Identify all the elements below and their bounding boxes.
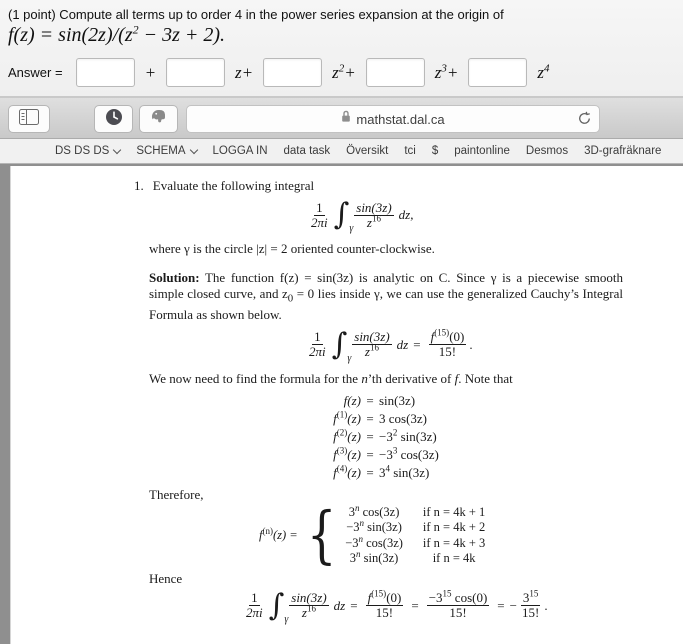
num-pre: 3 [522, 590, 530, 606]
expr-pre: 3 [348, 504, 355, 519]
display-equation-integral [306, 198, 683, 232]
equals-sign: = [366, 392, 374, 408]
derivative-lhs [261, 393, 361, 408]
nth-mid: ’th derivative of [367, 370, 455, 386]
item-number: 1. [134, 178, 144, 193]
lhs-post: (z) [347, 410, 361, 426]
lhs-post: (z) [347, 464, 361, 480]
formula-exponent: 2 [132, 22, 139, 37]
integral-subscript: γ [349, 223, 354, 234]
solution-subscript: 0 [287, 292, 294, 305]
nth-end: . Note that [458, 370, 513, 386]
fraction-numerator [366, 588, 404, 606]
fraction-sin3z-over-z16 [352, 330, 391, 359]
integral-glyph: ∫ [268, 587, 285, 623]
piecewise-cases [345, 502, 486, 566]
fraction-sin3z-over-z16 [354, 201, 393, 230]
fraction-numerator: 1 [316, 199, 323, 215]
bookmark-dollar[interactable] [432, 145, 438, 157]
answer-label: Answer = [8, 65, 63, 80]
case-condition: if n = 4k + 3 [422, 535, 486, 550]
bookmark-label: Desmos [525, 145, 569, 157]
case-expr [345, 533, 403, 551]
fraction-numerator: sin(3z) [291, 590, 327, 606]
num-sup: 15 [442, 588, 452, 599]
bookmark-folder-ds-ds-ds[interactable] [55, 145, 120, 157]
num-post: (0) [449, 329, 465, 345]
answer-input-z3[interactable] [366, 58, 425, 87]
fraction-3-15-over-15fact [520, 588, 541, 621]
expr-post: sin(3z) [364, 520, 402, 535]
bookmark-label: data task [283, 145, 331, 157]
fraction-denominator: 2πi [246, 605, 263, 621]
clock-icon [105, 108, 123, 131]
num-sup: (15) [434, 327, 450, 338]
piecewise-formula [259, 498, 683, 572]
fraction-1-over-2pii [244, 591, 265, 620]
equals-sign: = [366, 428, 374, 444]
rhs-post: cos(3z) [397, 446, 439, 462]
bookmark-logga-in[interactable] [213, 145, 268, 157]
bookmark-label: LOGGA IN [212, 145, 268, 157]
answer-row [8, 58, 554, 87]
case-expr [349, 548, 399, 566]
chevron-down-icon [113, 145, 121, 153]
fraction-denominator: 15! [438, 344, 457, 360]
bookmark-folder-schema[interactable] [136, 145, 196, 157]
integral-glyph: ∫ [333, 197, 350, 232]
fraction-denominator: 15! [375, 605, 394, 621]
fraction-denominator [300, 603, 318, 621]
bookmark-oversikt[interactable] [346, 145, 388, 157]
rhs-pre: −3 [379, 446, 393, 462]
num-sup: 15 [529, 588, 539, 599]
fraction-denominator [365, 213, 383, 230]
bookmark-tci[interactable] [404, 145, 416, 157]
elephant-icon [150, 108, 168, 131]
bookmark-data-task[interactable] [284, 145, 331, 157]
equals-sign: = [411, 597, 419, 613]
num-pre: f [367, 590, 372, 606]
fraction-denominator: 2πi [309, 344, 326, 360]
lhs-pre: f [343, 392, 348, 408]
case-expr [346, 517, 402, 535]
url-text: mathstat.dal.ca [356, 111, 445, 127]
term-sup: 4 [544, 61, 550, 74]
bookmark-3d-grafraknare[interactable] [584, 145, 661, 157]
sidebar-icon [19, 109, 39, 130]
fraction-numerator: sin(3z) [354, 329, 390, 345]
rhs-post: sin(3z) [390, 464, 430, 480]
expr-pre: −3 [346, 520, 360, 535]
nth-f: f [454, 370, 459, 386]
bookmark-label: DS DS DS [55, 145, 110, 157]
expr-pre: −3 [345, 535, 359, 550]
period: . [544, 597, 548, 613]
den-exponent: 16 [371, 213, 381, 224]
expr-post: sin(3z) [360, 551, 399, 566]
browser-content-area [0, 164, 683, 644]
nth-pre: We now need to find the formula for the [149, 370, 362, 386]
rhs-post: sin(3z) [397, 428, 437, 444]
nth-derivative-line [149, 371, 683, 387]
fraction-f15-over-15fact [366, 588, 404, 621]
term-pre: z [235, 62, 242, 82]
chevron-down-icon [189, 145, 197, 153]
derivative-lhs [261, 447, 361, 462]
lhs-sup: (3) [336, 445, 348, 456]
bookmark-label: $ [431, 145, 439, 157]
lhs-sup: (n) [262, 525, 273, 536]
integral-sign [268, 587, 289, 625]
integral-subscript: γ [284, 613, 289, 625]
den-exponent: 16 [369, 342, 379, 353]
term-pre: z [434, 62, 442, 82]
fraction-denominator: 2πi [311, 214, 328, 230]
rhs-pre: −3 [379, 428, 393, 444]
sidebar-toggle-button[interactable] [8, 105, 50, 133]
equals-sign: = [366, 446, 374, 462]
solution-paragraph [149, 270, 623, 323]
answer-input-z1[interactable] [166, 58, 225, 87]
num-post: cos(0) [451, 590, 488, 606]
lhs-pre: f [333, 464, 337, 480]
pdf-page [10, 166, 683, 644]
display-equation-final [241, 589, 683, 623]
term-pre: z [332, 62, 339, 82]
den-base: z [366, 214, 372, 230]
fraction-f15-over-15fact [429, 327, 467, 360]
num-sup: (15) [371, 588, 387, 599]
solution-label: Solution: [149, 270, 200, 285]
case-expr [348, 502, 400, 520]
fraction-denominator: 15! [449, 605, 467, 621]
integral-subscript: γ [347, 352, 352, 364]
rhs-sup: 2 [392, 427, 398, 438]
lhs-pre: f [259, 527, 263, 542]
answer-input-z4[interactable] [468, 58, 527, 87]
fraction-neg3-15-cos0-over-15fact [427, 588, 490, 621]
bookmark-label: Översikt [346, 145, 389, 157]
bookmark-paintonline[interactable] [454, 145, 510, 157]
expr-sup: n [356, 548, 361, 559]
expr-post: cos(3z) [363, 535, 403, 550]
lhs-sup: (4) [336, 463, 348, 474]
fraction-1-over-2pii [307, 330, 328, 359]
solution-text-2: = 0 lies inside γ, we can use the generalized Cauchy’s Integral Formula as shown below. [149, 286, 623, 322]
answer-input-z2[interactable] [263, 58, 322, 87]
bookmark-label: tci [404, 145, 416, 157]
derivative-lhs [261, 429, 361, 444]
equals-sign: = [366, 464, 374, 480]
answer-term-1 [235, 63, 253, 83]
period: . [469, 336, 473, 352]
lhs-post: (z) = [272, 527, 298, 542]
display-equation-cauchy [304, 328, 683, 362]
integral-glyph: ∫ [331, 326, 348, 362]
hence-line: Hence [149, 570, 183, 586]
fraction-sin3z-over-z16 [289, 591, 328, 620]
history-clock-button[interactable] [94, 105, 133, 133]
equation-tail: dz, [398, 207, 414, 222]
den-base: z [301, 605, 307, 621]
term-post: + [344, 62, 356, 82]
lhs-post: (z) [347, 446, 361, 462]
lhs-post: (z) [347, 392, 361, 408]
num-pre: f [430, 329, 435, 345]
lhs-pre: f [333, 410, 337, 426]
bookmarks-bar [0, 139, 683, 164]
derivative-rhs [379, 429, 683, 444]
integral-sign [331, 326, 352, 364]
equals-sign: = [350, 597, 358, 613]
lock-icon [341, 110, 351, 128]
answer-term-3 [435, 63, 459, 83]
fraction-numerator: sin(3z) [356, 199, 392, 215]
refresh-button[interactable] [577, 111, 592, 131]
formula-post: − 3z + 2). [138, 24, 226, 46]
fraction-1-over-2pii [309, 201, 330, 230]
dz: dz [333, 597, 346, 613]
term-post: + [241, 62, 254, 82]
expr-sup: n [354, 502, 360, 513]
den-base: z [364, 344, 370, 360]
dz: dz [396, 336, 409, 352]
solution-text-1: The function f(z) = sin(3z) is analytic on C. Since γ is a piecewise smooth simple closed curve, and z [149, 270, 623, 301]
left-brace: { [306, 498, 337, 572]
lhs-pre: f [333, 446, 337, 462]
expr-sup: n [359, 517, 365, 528]
num-pre: −3 [428, 590, 443, 606]
problem-item-line [134, 178, 683, 194]
evernote-extension-button[interactable] [139, 105, 178, 133]
equals-sign: = [413, 336, 421, 352]
term-sup: 3 [441, 61, 447, 74]
therefore-line: Therefore, [149, 486, 204, 502]
case-condition: if n = 4k [432, 551, 476, 566]
webwork-problem-panel [0, 0, 683, 98]
answer-term-4 [537, 63, 549, 83]
derivative-rhs [379, 411, 683, 426]
term-pre: z [537, 62, 544, 82]
browser-toolbar [0, 98, 683, 139]
lhs-post: (z) [347, 428, 361, 444]
case-condition: if n = 4k + 1 [422, 504, 486, 519]
bookmark-label: SCHEMA [136, 145, 186, 157]
fraction-numerator [429, 327, 467, 345]
formula-pre: f(z) = sin(2z)/(z [8, 24, 133, 46]
piecewise-lhs [259, 525, 298, 543]
problem-prompt: (1 point) Compute all terms up to order 4 in the power series expansion at the origin of [8, 7, 504, 22]
lhs-pre: f [333, 428, 337, 444]
fraction-numerator [521, 588, 541, 606]
fraction-numerator [427, 588, 490, 606]
derivative-table [261, 393, 683, 480]
bookmark-label: paintonline [454, 145, 510, 157]
where-line: where γ is the circle |z| = 2 oriented counter-clockwise. [149, 241, 435, 256]
num-post: (0) [386, 590, 402, 606]
equals-sign: = [366, 410, 374, 426]
bookmark-label: 3D-grafräknare [584, 145, 662, 157]
fraction-numerator: 1 [251, 590, 258, 606]
rhs-pre: sin(3z) [379, 392, 416, 408]
equals-sign: = [497, 597, 505, 613]
address-bar[interactable] [186, 105, 600, 133]
rhs-sup: 3 [392, 445, 398, 456]
rhs-sup: 4 [385, 463, 390, 474]
derivative-lhs [261, 465, 361, 480]
bookmark-desmos[interactable] [526, 145, 568, 157]
fraction-denominator: 15! [521, 605, 540, 621]
problem-formula [8, 24, 225, 47]
derivative-rhs [379, 447, 683, 462]
answer-term-2 [332, 63, 356, 83]
lhs-sup: (2) [336, 427, 348, 438]
nth-var: n [361, 370, 368, 386]
expr-sup: n [358, 533, 363, 544]
rhs-pre: 3 [379, 464, 386, 480]
minus-sign: − [509, 597, 517, 613]
case-condition: if n = 4k + 2 [422, 520, 486, 535]
expr-pre: 3 [349, 551, 356, 566]
integral-sign [333, 197, 354, 234]
term-pre: + [144, 62, 157, 82]
derivative-rhs [379, 465, 683, 480]
answer-term-0 [145, 63, 156, 83]
expr-post: cos(3z) [359, 504, 400, 519]
lhs-sup: (1) [336, 409, 348, 420]
rhs-pre: 3 cos(3z) [379, 410, 428, 426]
answer-input-constant[interactable] [76, 58, 135, 87]
fraction-denominator [363, 342, 381, 360]
derivative-rhs [379, 393, 683, 408]
term-post: + [446, 62, 459, 82]
fraction-numerator: 1 [314, 329, 321, 345]
item-intro: Evaluate the following integral [152, 178, 315, 193]
term-sup: 2 [338, 61, 345, 74]
derivative-lhs [261, 411, 361, 426]
den-exponent: 16 [306, 603, 316, 614]
